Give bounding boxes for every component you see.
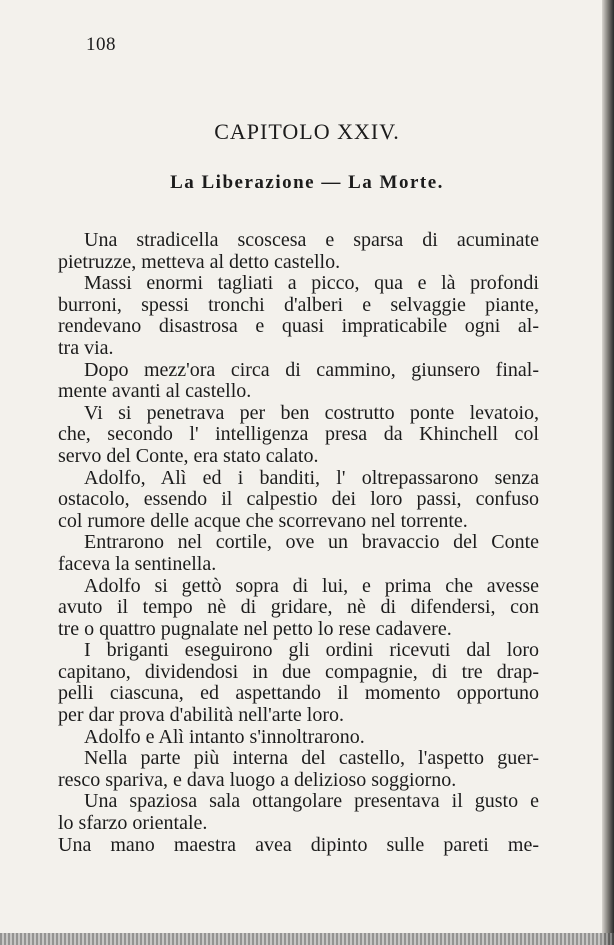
text-line: faceva la sentinella. <box>58 552 217 575</box>
text-line: Nella parte più interna del castello, l'aspetto guer- <box>84 747 539 770</box>
text-line: tra via. <box>58 336 114 359</box>
text-line: Vi si penetrava per ben costrutto ponte levatoio, <box>84 401 539 424</box>
text-line: Massi enormi tagliati a picco, qua e là profondi <box>84 272 539 295</box>
text-line: mente avanti al castello. <box>58 380 252 403</box>
text-line: Adolfo e Alì intanto s'innoltrarono. <box>84 725 365 748</box>
text-line: col rumore delle acque che scorrevano nel torrente. <box>58 509 468 532</box>
chapter-title: CAPITOLO XXIV. <box>214 119 400 144</box>
text-line: Una mano maestra avea dipinto sulle pareti me- <box>58 833 539 856</box>
text-line: I briganti eseguirono gli ordini ricevuti dal loro <box>84 639 539 662</box>
text-line: pietruzze, metteva al detto castello. <box>58 250 341 273</box>
text-line: Entrarono nel cortile, ove un bravaccio del Conte <box>84 531 539 554</box>
text-line: avuto il tempo nè di gridare, nè di difendersi, con <box>58 596 539 619</box>
text-line: che, secondo l' intelligenza presa da Khinchell col <box>58 423 539 446</box>
text-line: burroni, spessi tronchi d'alberi e selvaggie piante, <box>58 293 539 316</box>
page-number: 108 <box>86 34 116 55</box>
text-line: pelli ciascuna, ed aspettando il momento opportuno <box>58 682 539 705</box>
text-line: Una stradicella scoscesa e sparsa di acuminate <box>84 229 539 251</box>
text-line: Una spaziosa sala ottangolare presentava il gusto e <box>84 790 539 813</box>
text-line: tre o quattro pugnalate nel petto lo rese cadavere. <box>58 617 452 640</box>
text-line: ostacolo, essendo il calpestio dei loro passi, confuso <box>58 488 539 511</box>
text-line: per dar prova d'abilità nell'arte loro. <box>58 704 344 727</box>
page-bottom-edge <box>0 933 614 945</box>
text-line: capitano, dividendosi in due compagnie, di tre drap- <box>58 660 539 683</box>
text-line: Adolfo si gettò sopra di lui, e prima che avesse <box>84 574 539 597</box>
text-line: lo sfarzo orientale. <box>58 812 208 835</box>
text-line: servo del Conte, era stato calato. <box>58 444 319 467</box>
section-title: La Liberazione — La Morte. <box>170 172 444 193</box>
body-text <box>58 230 539 856</box>
text-line: resco spariva, e dava luogo a delizioso soggiorno. <box>58 768 457 791</box>
text-line: Dopo mezz'ora circa di cammino, giunsero final- <box>84 358 539 381</box>
page-edge-shadow <box>602 0 614 945</box>
text-line: rendevano disastrosa e quasi impraticabile ogni al- <box>58 315 539 338</box>
text-line: Adolfo, Alì ed i banditi, l' oltrepassarono senza <box>84 466 539 489</box>
